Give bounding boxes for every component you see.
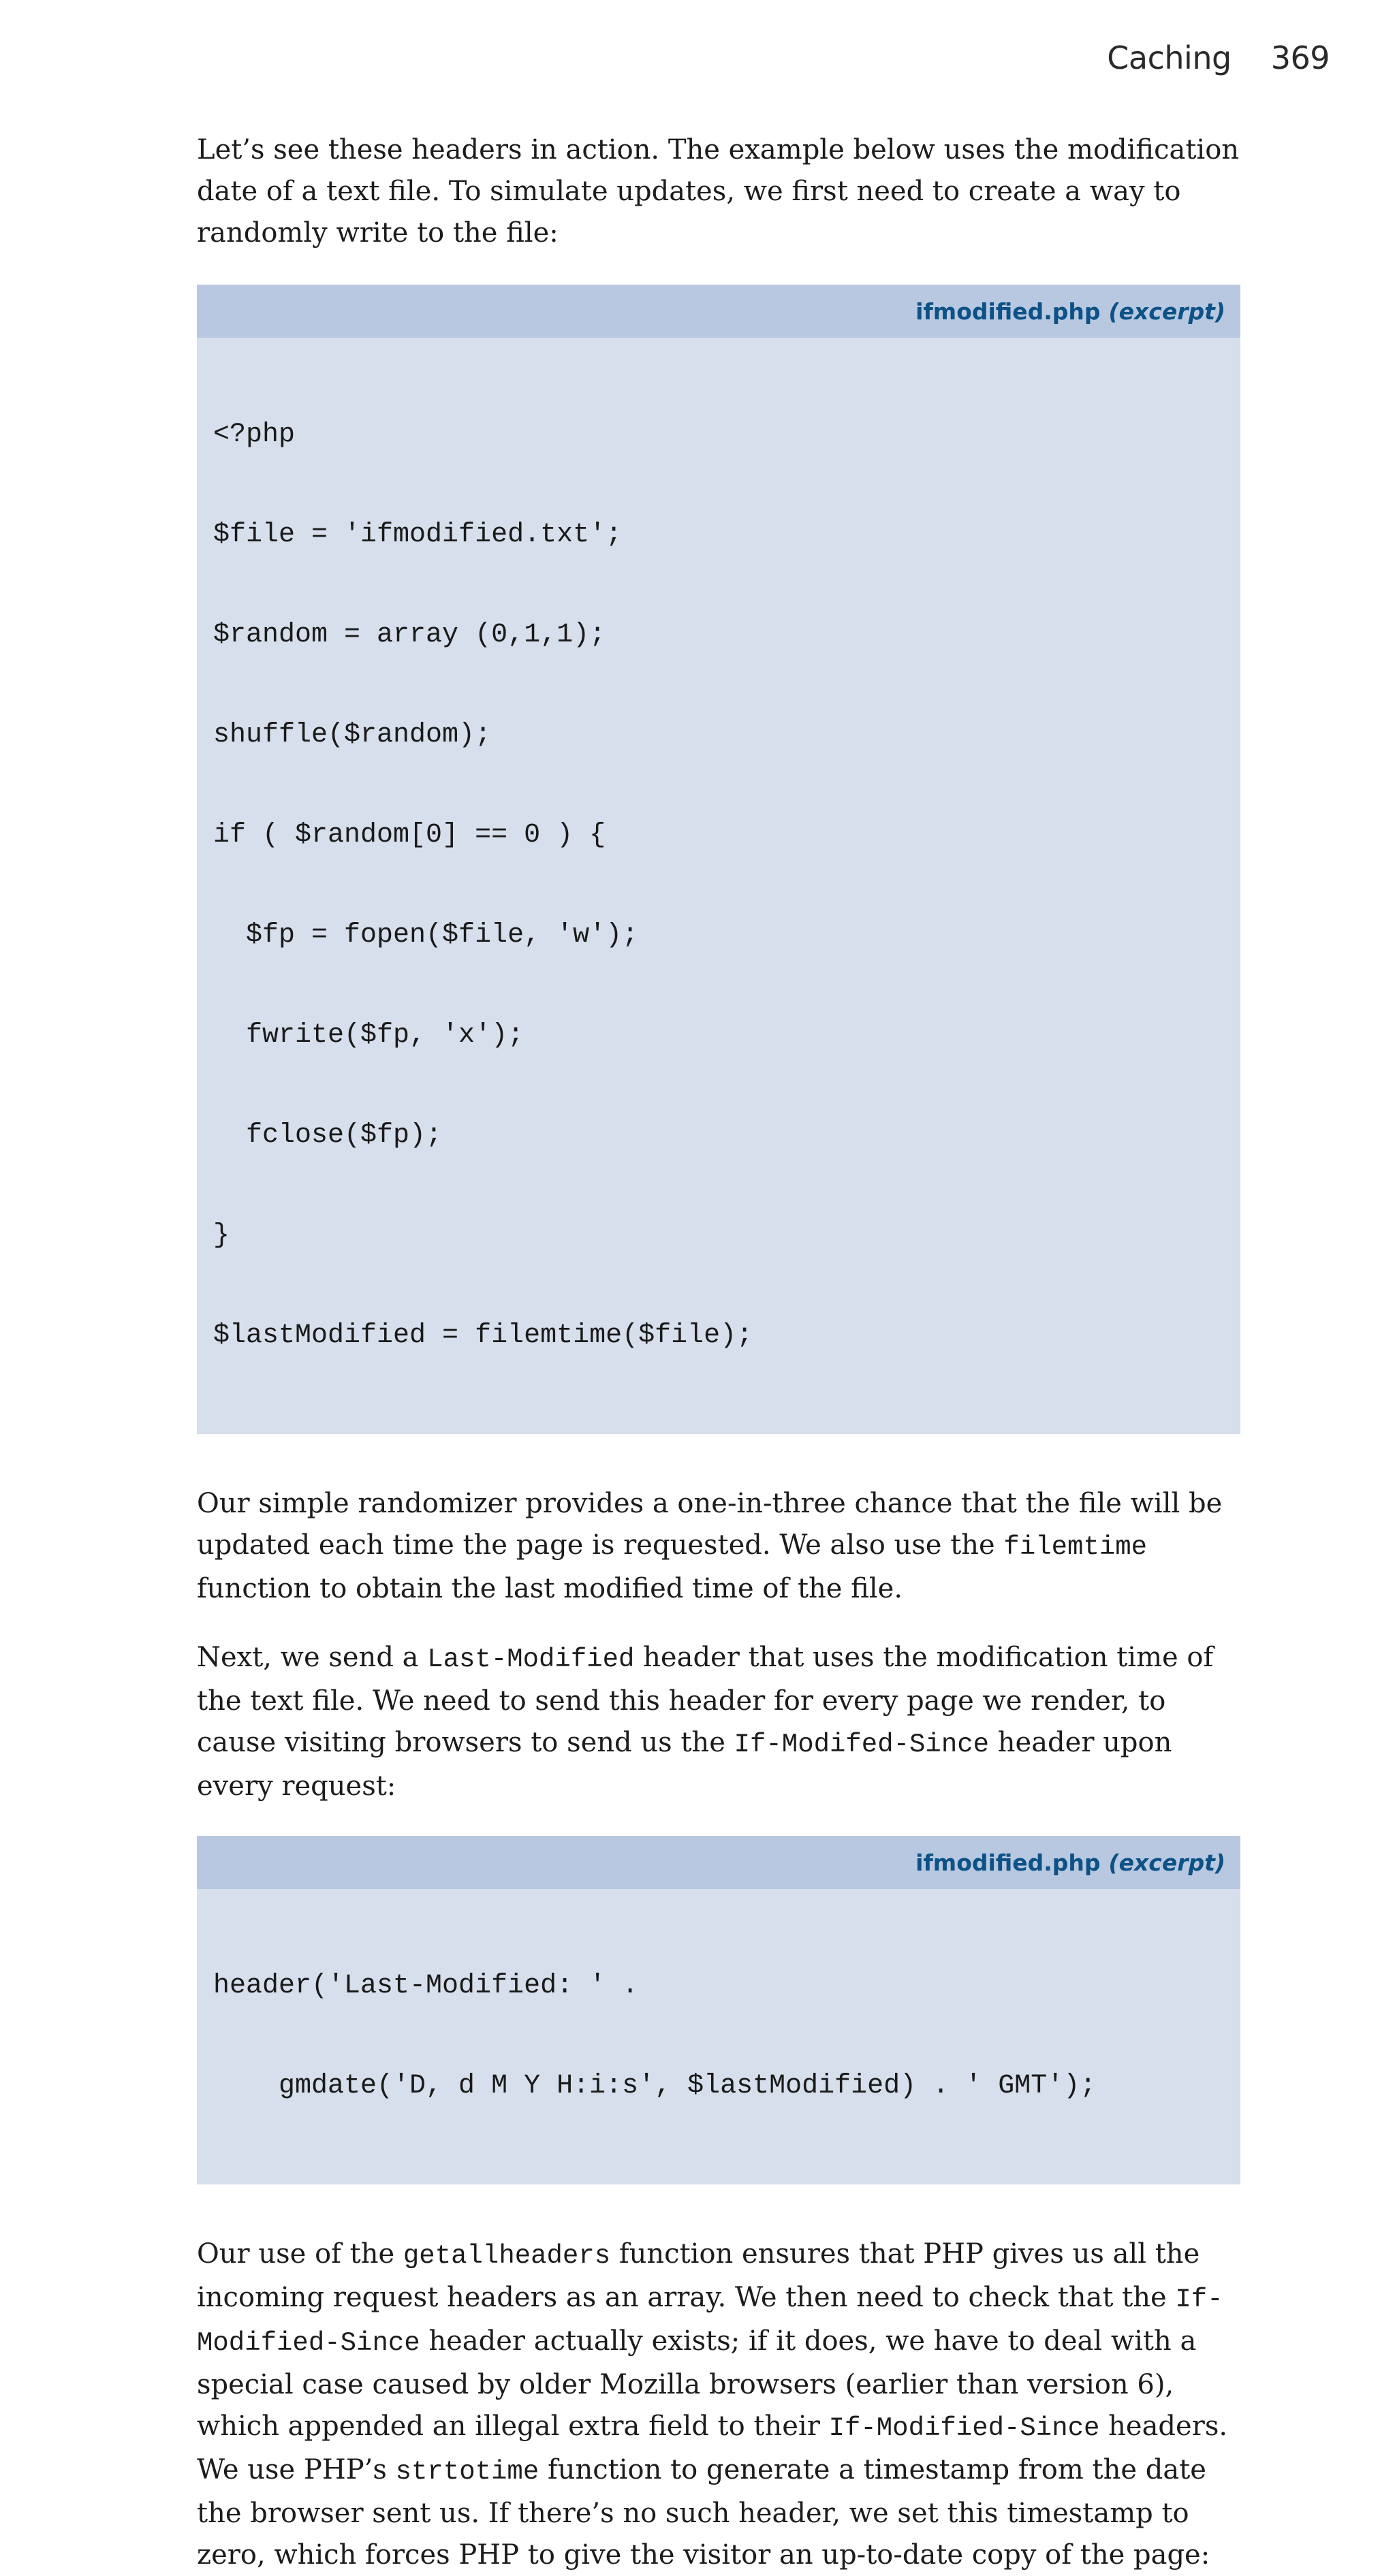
code-line: fwrite($fp, 'x');	[213, 1020, 524, 1051]
code-block-2-lines	[197, 1889, 1240, 2184]
paragraph-text: Our use of the	[197, 2238, 403, 2270]
code-line: }	[213, 1220, 230, 1251]
paragraph-text: header actually exists; if it does, we have to deal with a special case caused by older Mozilla browsers (earlier than version 6), which appended an illegal extra field to their	[197, 2325, 1197, 2442]
paragraph-randomizer	[197, 1483, 1240, 1610]
code-block-1-title-bar	[197, 285, 1240, 338]
inline-code: If-Modified-Since	[828, 2413, 1100, 2443]
inline-code: filemtime	[1003, 1532, 1148, 1562]
section-title: Caching	[1107, 39, 1232, 76]
code-block-2-filename: ifmodified.php	[915, 1849, 1101, 1876]
paragraph-text: Our simple randomizer provides a one-in-three chance that the file will be updated each time the page is requested. We also use the	[197, 1488, 1223, 1561]
code-block-1-filename: ifmodified.php	[915, 298, 1101, 325]
paragraph-text: header that uses the modification time of the text file. We need to send this header for every page we render, to cause visiting browsers to send us the	[197, 1642, 1214, 1758]
code-block-2-title-bar	[197, 1836, 1240, 1889]
code-block-1-caption: (excerpt)	[1108, 298, 1225, 325]
code-block-1	[197, 285, 1240, 1434]
page-body	[197, 129, 1240, 2576]
paragraph-text: function ensures that PHP gives us all the incoming request headers as an array. We then need to check that the	[197, 2238, 1200, 2313]
code-line: header('Last-Modified: ' .	[213, 1971, 639, 2001]
paragraph-text: headers. We use PHP’s	[197, 2411, 1228, 2485]
running-head	[1107, 39, 1330, 76]
paragraph-text: function to generate a timestamp from the date the browser sent us. If there’s no such header, we set this timestamp to zero, which forces PHP to give the visitor an up-to-date copy of the page:	[197, 2454, 1210, 2571]
code-block-1-lines	[197, 338, 1240, 1434]
inline-code: strtotime	[395, 2457, 539, 2487]
paragraph-getallheaders	[197, 2233, 1240, 2576]
code-line: gmdate('D, d M Y H:i:s', $lastModified) . ' GMT');	[213, 2071, 1097, 2101]
code-line: shuffle($random);	[213, 720, 492, 750]
code-line: $lastModified = filemtime($file);	[213, 1320, 753, 1351]
code-line: if ( $random[0] == 0 ) {	[213, 820, 606, 850]
code-block-2	[197, 1836, 1240, 2184]
page-number: 369	[1270, 39, 1330, 76]
code-line: fclose($fp);	[213, 1120, 443, 1151]
code-block-2-caption: (excerpt)	[1108, 1849, 1225, 1876]
inline-code: If-Modified-Since	[197, 2285, 1223, 2358]
inline-code: If-Modifed-Since	[734, 1730, 990, 1760]
inline-code: Last-Modified	[427, 1644, 635, 1674]
code-line: $random = array (0,1,1);	[213, 620, 606, 650]
paragraph-text: Next, we send a	[197, 1642, 428, 1673]
code-line: $fp = fopen($file, 'w');	[213, 920, 639, 951]
code-line: <?php	[213, 419, 296, 450]
paragraph-intro: Let’s see these headers in action. The example below uses the modification date of a text file. To simulate updates, we first need to create a way to randomly write to the file:	[197, 134, 1240, 249]
paragraph-text: function to obtain the last modified time of the file.	[197, 1573, 903, 1604]
code-line: $file = 'ifmodified.txt';	[213, 520, 623, 550]
paragraph-last-modified	[197, 1637, 1240, 1807]
paragraph-text: header upon every request:	[197, 1727, 1172, 1802]
inline-code: getallheaders	[403, 2241, 611, 2271]
